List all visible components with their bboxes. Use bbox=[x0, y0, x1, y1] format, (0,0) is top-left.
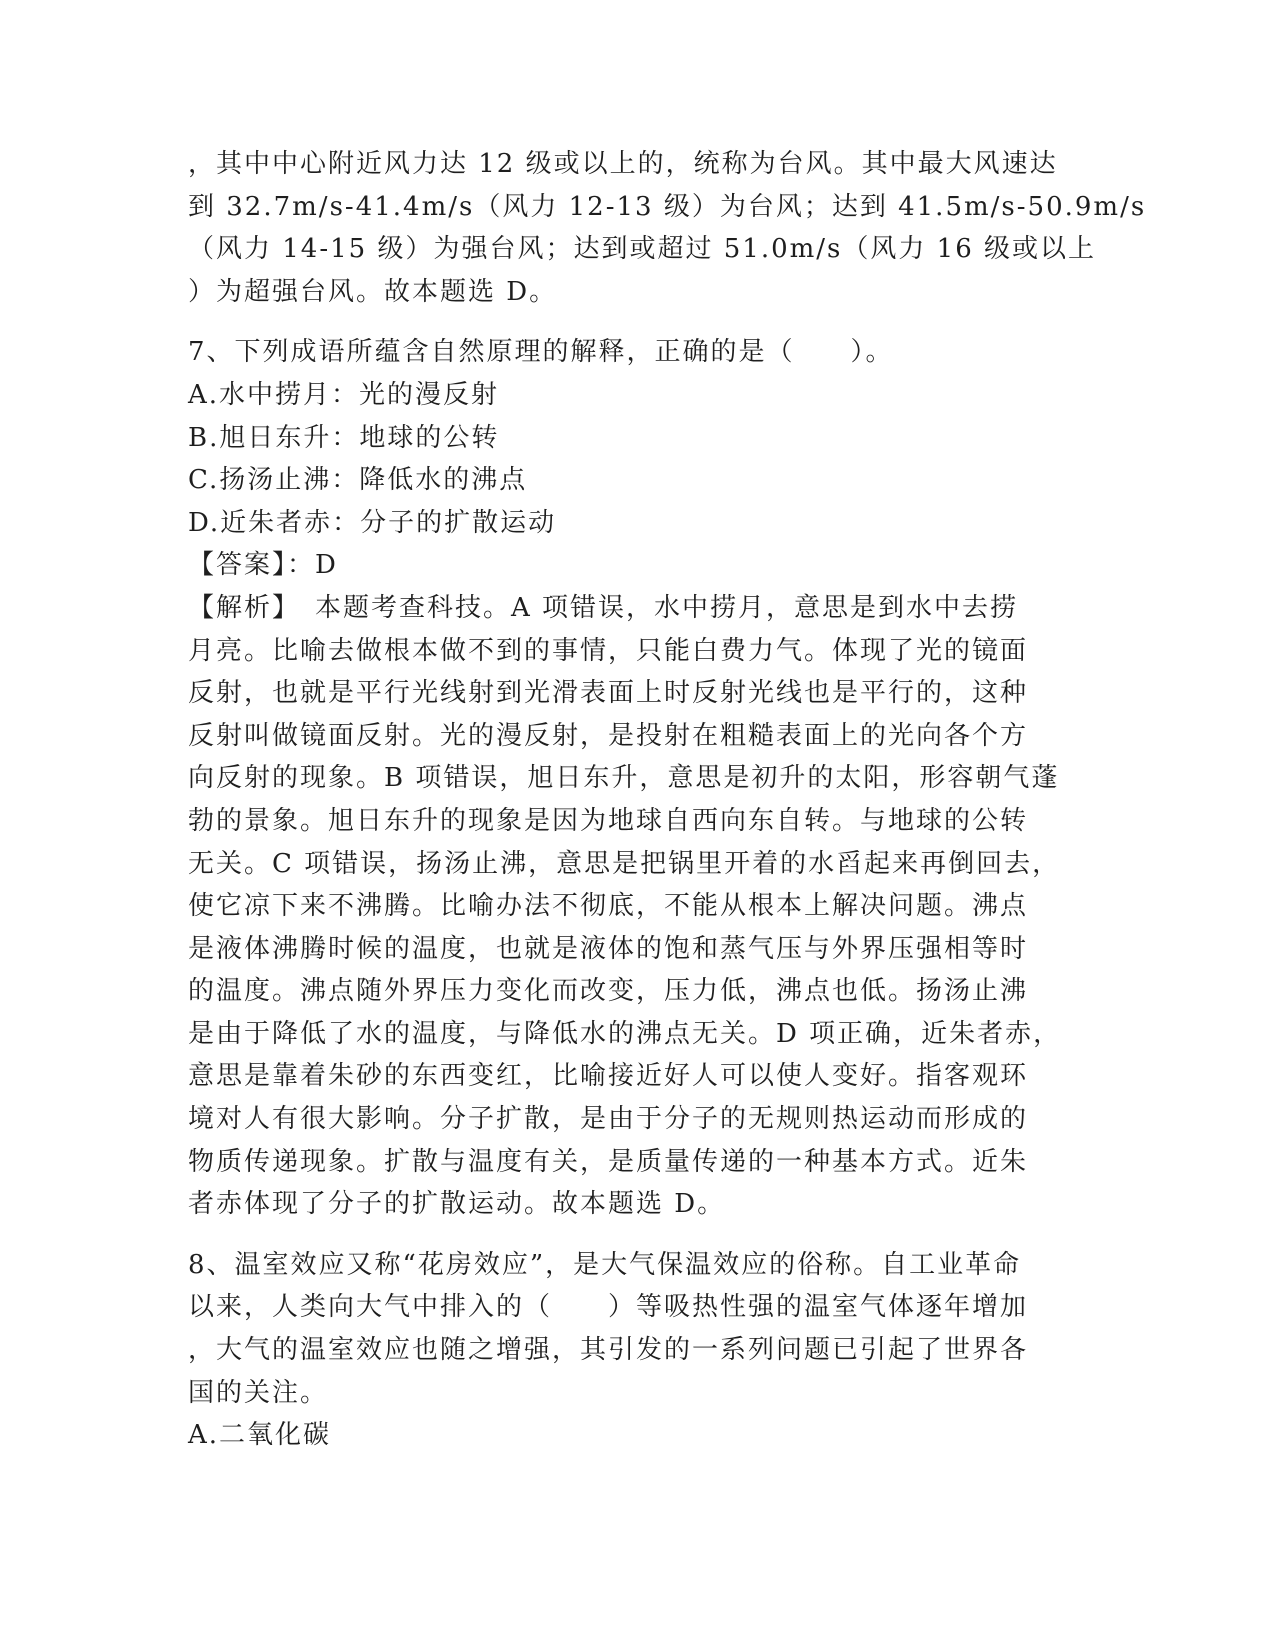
text-line: 境对人有很大影响。分子扩散，是由于分子的无规则热运动而形成的 bbox=[188, 1104, 1029, 1135]
answer: 【答案】：D bbox=[188, 550, 338, 581]
question-stem: 以来，人类向大气中排入的（ ）等吸热性强的温室气体逐年增加 bbox=[188, 1292, 1029, 1323]
text-line: 无关。C 项错误，扬汤止沸，意思是把锅里开着的水舀起来再倒回去， bbox=[188, 848, 1061, 879]
option-a: A.水中捞月：光的漫反射 bbox=[188, 379, 500, 410]
text-line: 向反射的现象。B 项错误，旭日东升，意思是初升的太阳，形容朝气蓬 bbox=[188, 763, 1060, 794]
text-line: 者赤体现了分子的扩散运动。故本题选 D。 bbox=[188, 1189, 726, 1220]
text-line: 意思是靠着朱砂的东西变红，比喻接近好人可以使人变好。指客观环 bbox=[188, 1061, 1029, 1092]
prev-explanation bbox=[188, 143, 1147, 313]
option-a: A.二氧化碳 bbox=[188, 1420, 332, 1451]
text-line: 反射叫做镜面反射。光的漫反射，是投射在粗糙表面上的光向各个方 bbox=[188, 720, 1029, 751]
text-line: 【解析】 本题考查科技。A 项错误，水中捞月，意思是到水中去捞 bbox=[188, 592, 1019, 623]
question-stem: 国的关注。 bbox=[188, 1377, 329, 1408]
text-line: 反射，也就是平行光线射到光滑表面上时反射光线也是平行的，这种 bbox=[188, 678, 1029, 709]
text-line: 物质传递现象。扩散与温度有关，是质量传递的一种基本方式。近朱 bbox=[188, 1146, 1029, 1177]
text-line: 勃的景象。旭日东升的现象是因为地球自西向东自转。与地球的公转 bbox=[188, 805, 1029, 836]
text-line: 是由于降低了水的温度，与降低水的沸点无关。D 项正确，近朱者赤， bbox=[188, 1018, 1062, 1049]
text-line: （风力 14-15 级）为强台风；达到或超过 51.0m/s（风力 16 级或以上 bbox=[188, 234, 1097, 265]
question-stem: ，大气的温室效应也随之增强，其引发的一系列问题已引起了世界各 bbox=[188, 1335, 1029, 1366]
text-line: ）为超强台风。故本题选 D。 bbox=[188, 276, 558, 307]
text-line: 到 32.7m/s-41.4m/s（风力 12-13 级）为台风；达到 41.5m/s-50.9m/s bbox=[188, 191, 1147, 222]
question-stem: 7、下列成语所蕴含自然原理的解释，正确的是（ ）。 bbox=[188, 337, 894, 368]
explanation bbox=[188, 587, 1088, 1226]
text-line: 使它凉下来不沸腾。比喻办法不彻底，不能从根本上解决问题。沸点 bbox=[188, 891, 1029, 922]
question-stem: 8、温室效应又称“花房效应”，是大气保温效应的俗称。自工业革命 bbox=[188, 1249, 1022, 1280]
text-line: 是液体沸腾时候的温度，也就是液体的饱和蒸气压与外界压强相等时 bbox=[188, 933, 1029, 964]
text-line: ，其中中心附近风力达 12 级或以上的，统称为台风。其中最大风速达 bbox=[188, 149, 1058, 179]
spacer bbox=[188, 1226, 1088, 1244]
question-7 bbox=[188, 331, 1088, 1225]
question-8 bbox=[188, 1244, 1088, 1457]
spacer bbox=[188, 313, 1088, 331]
document-page bbox=[188, 143, 1147, 1457]
text-line: 的温度。沸点随外界压力变化而改变，压力低，沸点也低。扬汤止沸 bbox=[188, 976, 1029, 1007]
option-c: C.扬汤止沸：降低水的沸点 bbox=[188, 465, 528, 496]
text-line: 月亮。比喻去做根本做不到的事情，只能白费力气。体现了光的镜面 bbox=[188, 635, 1029, 666]
option-d: D.近朱者赤：分子的扩散运动 bbox=[188, 507, 557, 538]
option-b: B.旭日东升：地球的公转 bbox=[188, 422, 500, 453]
